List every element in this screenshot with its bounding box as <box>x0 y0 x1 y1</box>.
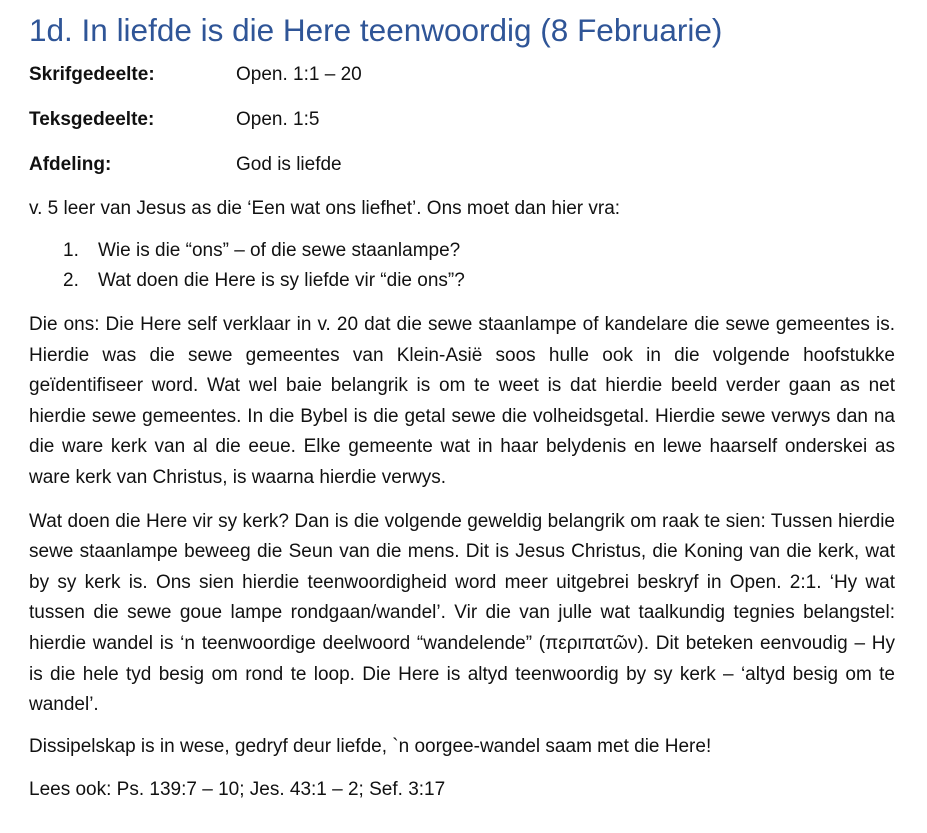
meta-value: God is liefde <box>236 154 342 175</box>
paragraph-wat-doen: Wat doen die Here vir sy kerk? Dan is die volgende geweldig belangrik om raak te sien: Tussen hierdie sewe staanlampe beweeg die Seun van die mens. Dit is Jesus Christus, die Koning van die kerk, wat by sy kerk is. Ons sien hierdie teenwoordigheid word meer uitgebrei beskryf in Open. 2:1. ‘Hy wat tussen die sewe goue lampe rondgaan/wandel’. Vir die van julle wat taalkundig tegnies belangstel: hierdie wandel is ‘n teenwoordige deelwoord “wandelende” (περιπατῶν). Dit beteken eenvoudig – Hy is die hele tyd besig om rond te loop. Die Here is altyd teenwoordig by sy kerk – ‘altyd besig om te wandel’. <box>29 510 895 716</box>
meta-label: Skrifgedeelte: <box>29 64 155 85</box>
page-title: 1d. In liefde is die Here teenwoordig (8 Februarie) <box>29 12 723 48</box>
closing-statement: Dissipelskap is in wese, gedryf deur liefde, `n oorgee-wandel saam met die Here! <box>29 735 712 757</box>
meta-value: Open. 1:1 – 20 <box>236 64 362 85</box>
meta-label: Teksgedeelte: <box>29 109 155 130</box>
meta-row-teksgedeelte <box>29 107 895 133</box>
list-item <box>63 236 895 266</box>
meta-label: Afdeling: <box>29 154 112 175</box>
list-number: 2. <box>63 270 79 291</box>
list-text: Wat doen die Here is sy liefde vir “die ons”? <box>98 270 465 291</box>
meta-value: Open. 1:5 <box>236 109 320 130</box>
list-item <box>63 266 895 296</box>
intro-text: v. 5 leer van Jesus as die ‘Een wat ons liefhet’. Ons moet dan hier vra: <box>29 198 621 219</box>
meta-row-skrifgedeelte <box>29 62 895 88</box>
document-page <box>29 8 895 820</box>
list-number: 1. <box>63 240 79 261</box>
meta-row-afdeling <box>29 152 895 178</box>
question-list <box>29 236 895 296</box>
paragraph-die-ons: Die ons: Die Here self verklaar in v. 20 dat die sewe staanlampe of kandelare die sewe gemeentes is. Hierdie was die sewe gemeentes van Klein-Asië soos hulle ook in die volgende hoofstukke geïdentifiseer word. Wat wel baie belangrik is om te weet is dat hierdie beeld verder gaan as net hierdie sewe gemeentes. In die Bybel is die getal sewe die volheidsgetal. Hierdie sewe verwys dan na die ware kerk van al die eeue. Elke gemeente wat in haar belydenis en lewe haarself onderskei as ware kerk van Christus, is waarna hierdie verwys. <box>29 314 895 488</box>
further-reading: Lees ook: Ps. 139:7 – 10; Jes. 43:1 – 2; Sef. 3:17 <box>29 778 446 800</box>
list-text: Wie is die “ons” – of die sewe staanlampe? <box>98 240 461 261</box>
